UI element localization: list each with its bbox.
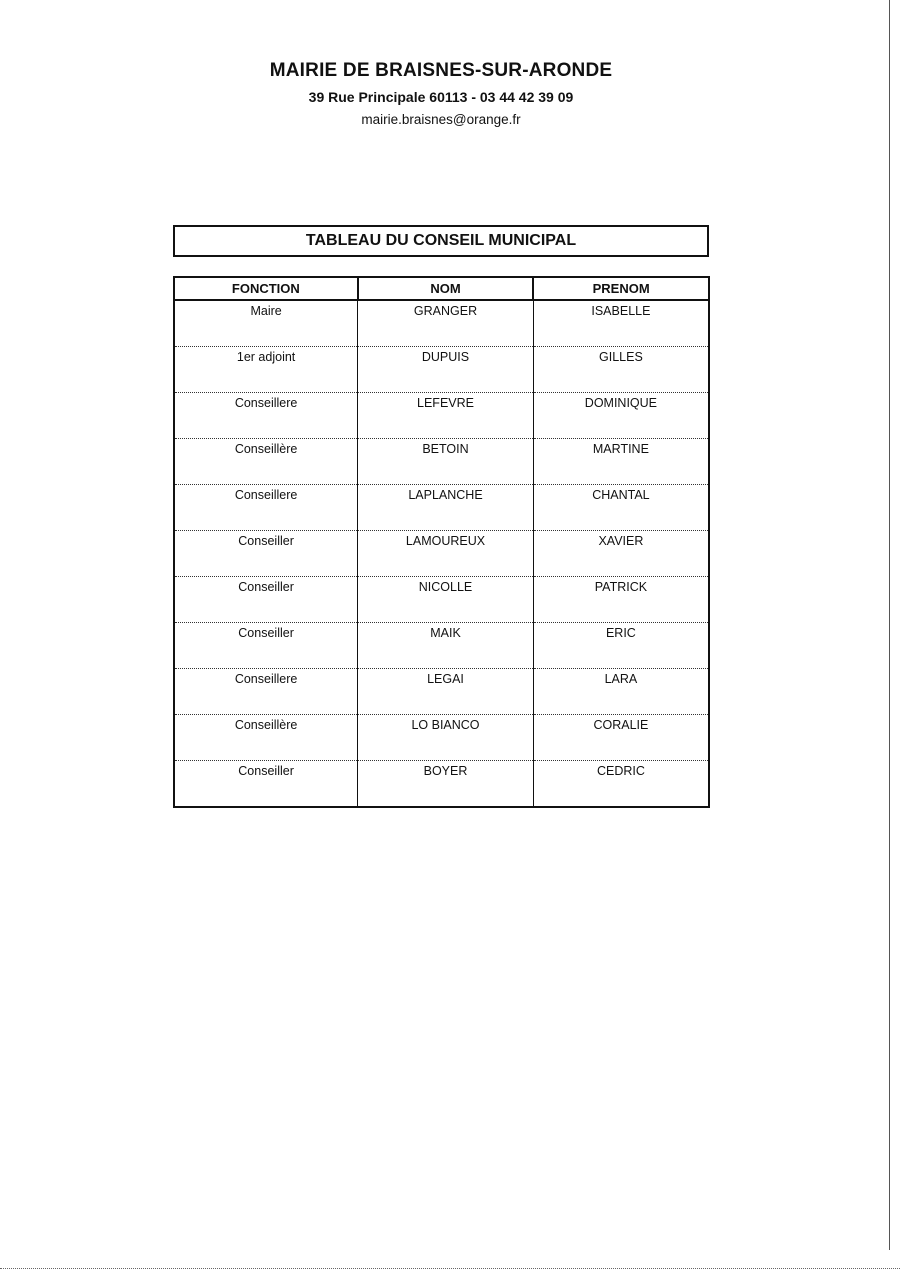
table-header-row	[174, 277, 709, 300]
table-title: TABLEAU DU CONSEIL MUNICIPAL	[173, 225, 709, 257]
table-row	[174, 439, 709, 485]
cell-fonction: Conseiller	[174, 577, 358, 623]
cell-prenom: PATRICK	[533, 577, 709, 623]
cell-prenom: GILLES	[533, 347, 709, 393]
cell-nom: LEFEVRE	[358, 393, 534, 439]
mairie-title: MAIRIE DE BRAISNES-SUR-ARONDE	[269, 60, 613, 81]
cell-nom: LO BIANCO	[358, 715, 534, 761]
table-row	[174, 485, 709, 531]
column-header-nom: NOM	[358, 277, 534, 300]
cell-prenom: LARA	[533, 669, 709, 715]
table-row	[174, 623, 709, 669]
page-edge-right	[889, 0, 890, 1250]
cell-fonction: 1er adjoint	[174, 347, 358, 393]
cell-nom: GRANGER	[358, 300, 534, 347]
cell-nom: BETOIN	[358, 439, 534, 485]
cell-nom: MAIK	[358, 623, 534, 669]
table-row	[174, 669, 709, 715]
cell-fonction: Conseillere	[174, 485, 358, 531]
letterhead	[0, 58, 882, 129]
cell-prenom: ISABELLE	[533, 300, 709, 347]
cell-nom: DUPUIS	[358, 347, 534, 393]
table-row	[174, 761, 709, 808]
mairie-email: mairie.braisnes@orange.fr	[361, 112, 521, 127]
column-header-prenom: PRENOM	[533, 277, 709, 300]
table-row	[174, 300, 709, 347]
cell-nom: NICOLLE	[358, 577, 534, 623]
cell-prenom: CORALIE	[533, 715, 709, 761]
cell-nom: LAPLANCHE	[358, 485, 534, 531]
council-table	[173, 276, 710, 808]
cell-fonction: Maire	[174, 300, 358, 347]
cell-prenom: CHANTAL	[533, 485, 709, 531]
cell-nom: LAMOUREUX	[358, 531, 534, 577]
cell-prenom: CEDRIC	[533, 761, 709, 808]
page-edge-bottom	[0, 1268, 900, 1269]
table-row	[174, 531, 709, 577]
cell-fonction: Conseillere	[174, 393, 358, 439]
cell-fonction: Conseillère	[174, 439, 358, 485]
cell-prenom: DOMINIQUE	[533, 393, 709, 439]
table-row	[174, 393, 709, 439]
column-header-fonction: FONCTION	[174, 277, 358, 300]
cell-nom: LEGAI	[358, 669, 534, 715]
cell-fonction: Conseillère	[174, 715, 358, 761]
cell-fonction: Conseiller	[174, 623, 358, 669]
table-row	[174, 347, 709, 393]
cell-nom: BOYER	[358, 761, 534, 808]
cell-prenom: ERIC	[533, 623, 709, 669]
mairie-address: 39 Rue Principale 60113 - 03 44 42 39 09	[308, 89, 574, 105]
cell-fonction: Conseiller	[174, 531, 358, 577]
cell-prenom: MARTINE	[533, 439, 709, 485]
cell-prenom: XAVIER	[533, 531, 709, 577]
cell-fonction: Conseiller	[174, 761, 358, 808]
table-row	[174, 715, 709, 761]
cell-fonction: Conseillere	[174, 669, 358, 715]
table-row	[174, 577, 709, 623]
